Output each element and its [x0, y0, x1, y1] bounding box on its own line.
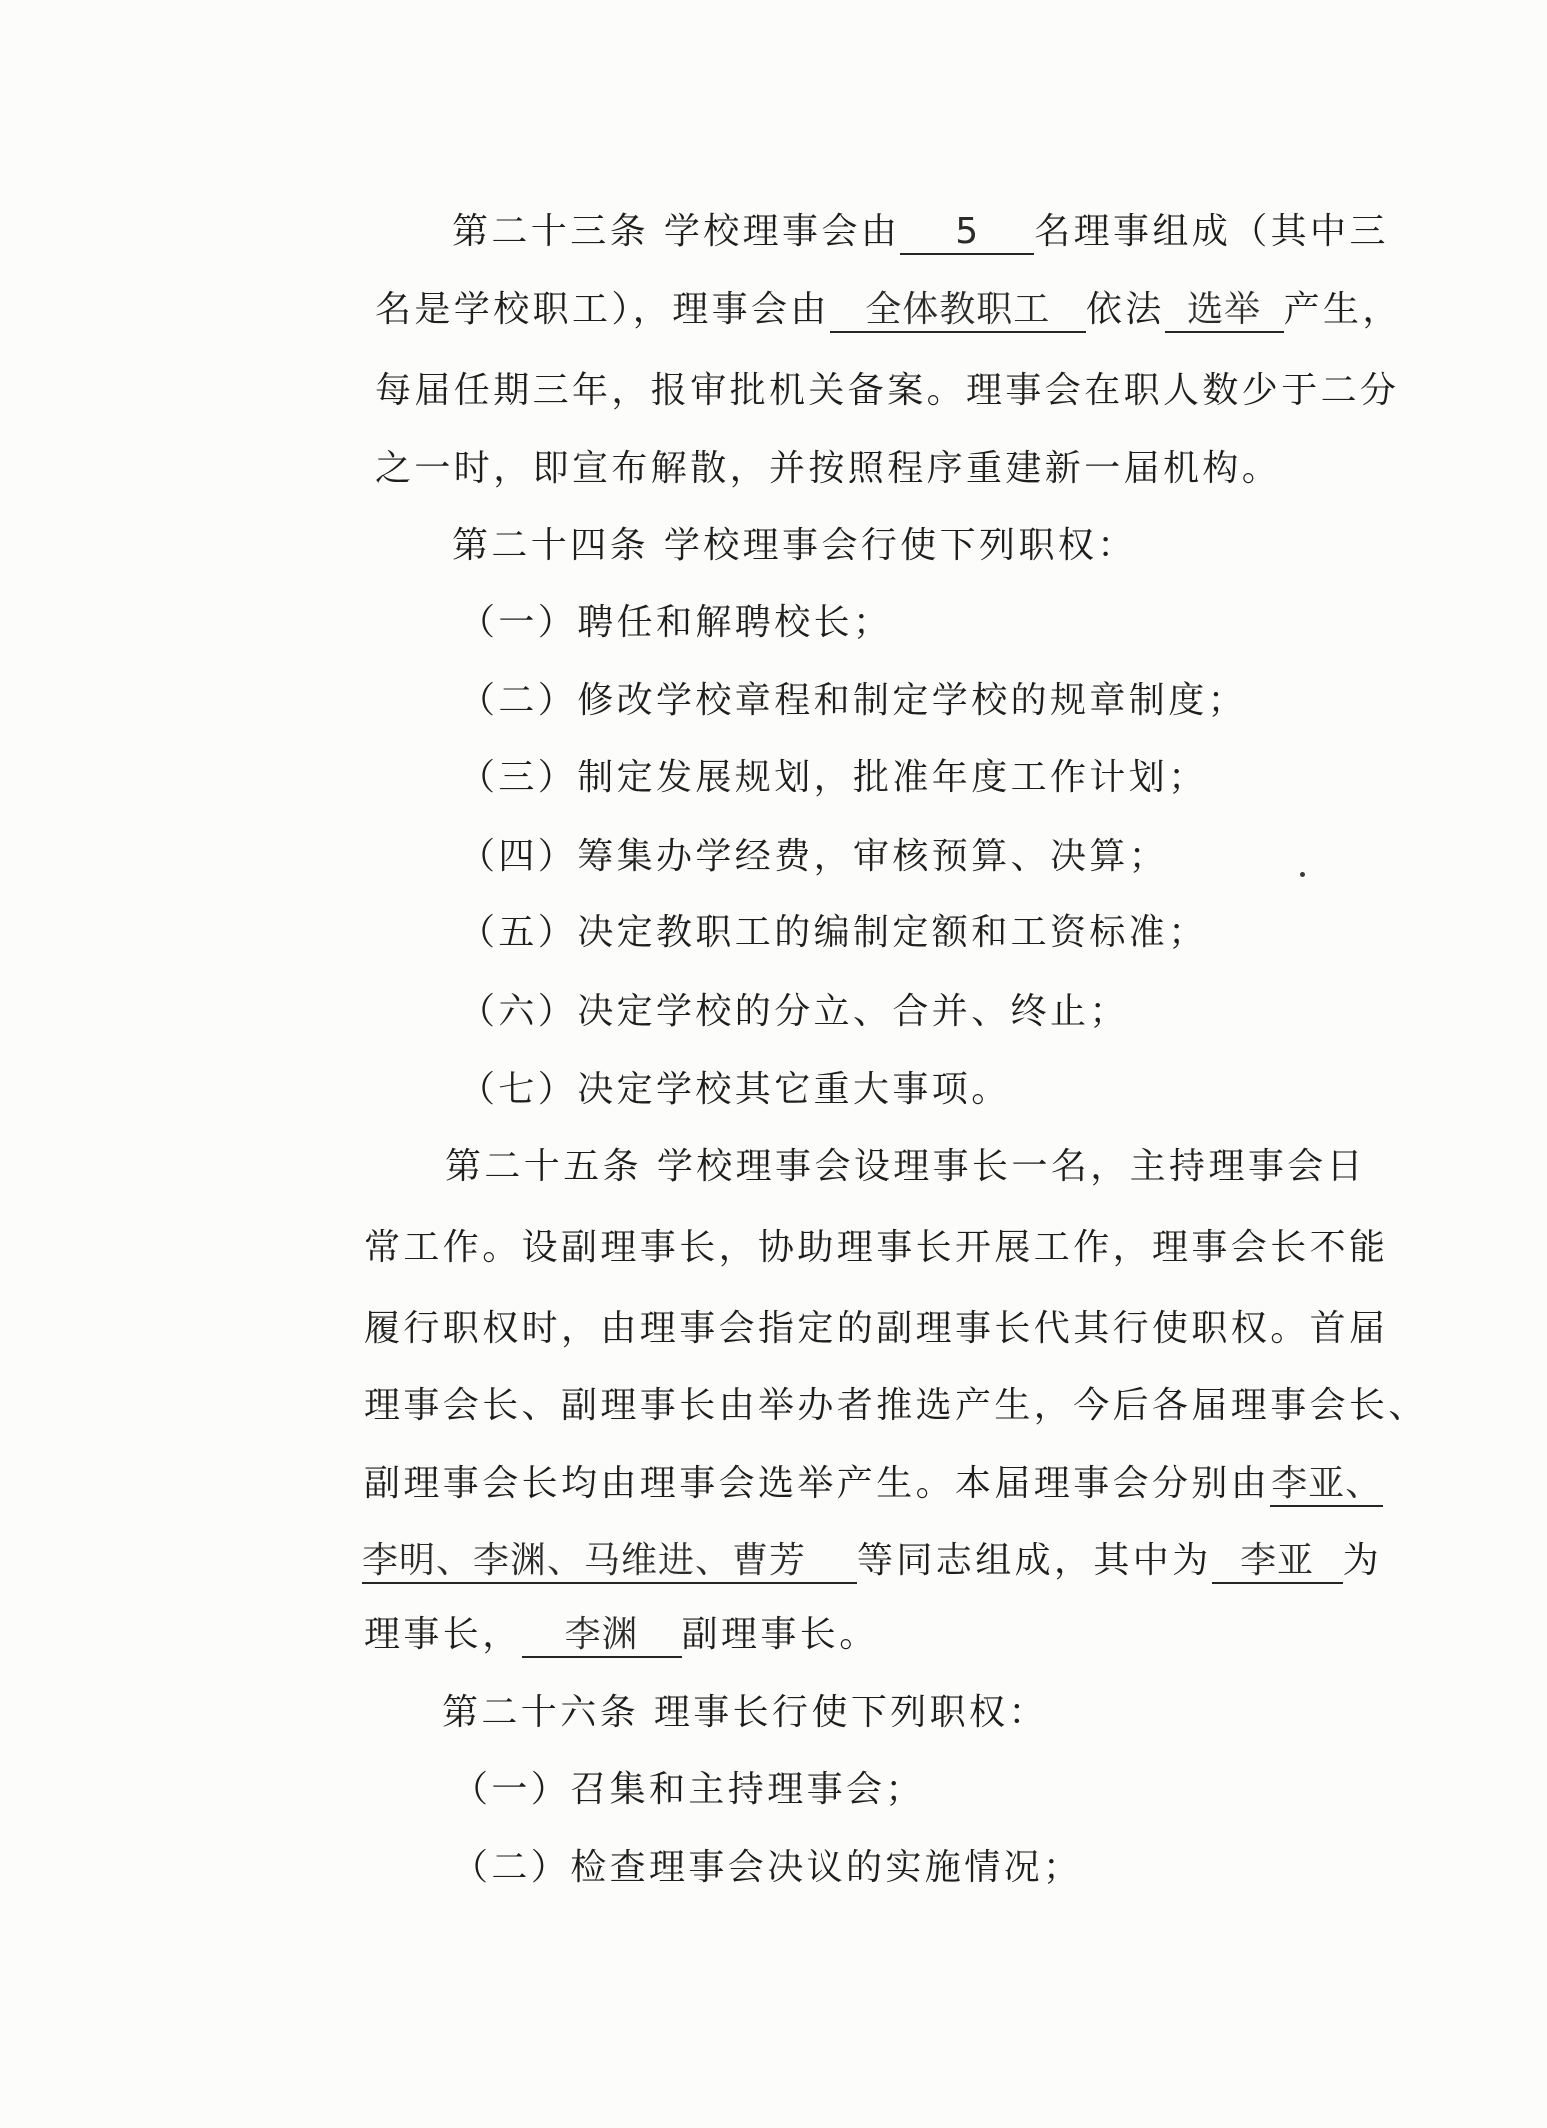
- text-segment: 等同志组成，其中为: [857, 1540, 1212, 1581]
- article-24-item-7: （七）决定学校其它重大事项。: [459, 1069, 1011, 1110]
- article-23-line-1: [452, 210, 1389, 255]
- text-segment: 副理事长。: [681, 1614, 879, 1655]
- filled-blank-member-count: 5: [900, 212, 1034, 255]
- text-segment: 名是学校职工），理事会由: [375, 289, 830, 330]
- text-segment: 依法: [1085, 289, 1165, 330]
- text-segment: 名理事组成（其中三: [1034, 211, 1389, 252]
- filled-blank-electorate: 全体教职工: [830, 290, 1086, 333]
- text-segment: 为: [1342, 1540, 1383, 1581]
- article-24-heading: 第二十四条 学校理事会行使下列职权：: [452, 525, 1137, 566]
- article-25-line-4: 理事会长、副理事长由举办者推选产生，今后各届理事会长、: [364, 1385, 1428, 1426]
- filled-blank-board-members-continued: 李明、李渊、马维进、曹芳: [362, 1541, 857, 1584]
- filled-blank-vice-chairman: 李渊: [522, 1615, 682, 1658]
- article-24-item-1: （一）聘任和解聘校长；: [459, 602, 893, 643]
- article-23-line-3: 每届任期三年，报审批机关备案。理事会在职人数少于二分: [375, 370, 1400, 411]
- article-24-item-5: （五）决定教职工的编制定额和工资标准；: [459, 912, 1208, 953]
- text-segment: 第二十三条 学校理事会由: [452, 211, 901, 252]
- article-25-line-3: 履行职权时，由理事会指定的副理事长代其行使职权。首届: [364, 1308, 1389, 1349]
- filled-blank-chairman: 李亚: [1212, 1541, 1343, 1584]
- article-25-line-7: [364, 1613, 879, 1658]
- article-26-item-2: （二）检查理事会决议的实施情况；: [452, 1847, 1083, 1888]
- article-24-item-3: （三）制定发展规划，批准年度工作计划；: [459, 757, 1208, 798]
- article-26-item-1: （一）召集和主持理事会；: [452, 1769, 925, 1810]
- text-segment: 产生，: [1283, 289, 1402, 330]
- scan-speck: [1300, 872, 1305, 877]
- article-25-line-1: 第二十五条 学校理事会设理事长一名，主持理事会日: [445, 1146, 1367, 1187]
- filled-blank-board-members: 李亚、: [1270, 1464, 1383, 1507]
- article-23-line-2: [375, 288, 1402, 333]
- text-segment: 理事长，: [364, 1614, 522, 1655]
- article-24-item-4: （四）筹集办学经费，审核预算、决算；: [459, 836, 1169, 877]
- text-segment: 副理事会长均由理事会选举产生。本届理事会分别由: [364, 1463, 1271, 1504]
- article-25-line-2: 常工作。设副理事长，协助理事长开展工作，理事会长不能: [364, 1227, 1389, 1268]
- article-25-line-6: [362, 1539, 1382, 1584]
- article-24-item-2: （二）修改学校章程和制定学校的规章制度；: [459, 680, 1248, 721]
- filled-blank-election-method: 选举: [1165, 290, 1284, 333]
- article-24-item-6: （六）决定学校的分立、合并、终止；: [459, 991, 1129, 1032]
- article-25-line-5: [364, 1462, 1383, 1507]
- article-26-heading: 第二十六条 理事长行使下列职权：: [442, 1692, 1048, 1733]
- article-23-line-4: 之一时，即宣布解散，并按照程序重建新一届机构。: [375, 448, 1282, 489]
